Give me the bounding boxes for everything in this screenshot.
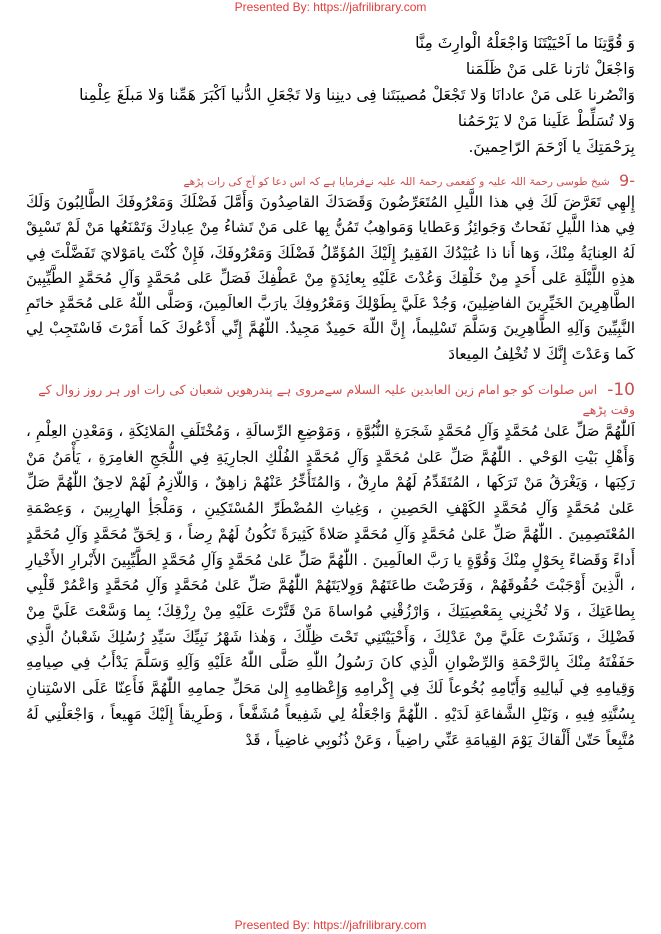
bottom-banner: Presented By: https://jafrilibrary.com — [234, 918, 427, 932]
section-10-text: اَللّٰهُمَّ صَلِّ عَلیٰ مُحَمَّدٍ وَآلِ مُحَمَّدٍ شَجَرَةِ النُّبُوَّةِ ، وَمَوْضِعِ الرِّسالَةِ ، وَمُخْتَلَفِ المَلائِكَةِ ، وَمَعْدِنِ العِلْمِ ، وَأَهْلِ بَيْتِ الوَحْي . اللّٰهُمَّ صَلِّ عَلیٰ مُحَمَّدٍ وَآلِ مُحَمَّدٍ الفُلْكِ الجارِيَةِ فِي اللُّجَجِ الغامِرَةِ ، يَأْمَنُ مَنْ رَكِبَها ، وَيَغْرَقُ مَنْ تَرَكَها ، المُتَقَدِّمُ لَهُمْ مارِقٌ ، وَالمُتَأَخِّرُ عَنْهُمْ زاهِقٌ ، وَاللّازِمُ لَهُمْ لاحِقٌ اللّٰهُمَّ صَلِّ عَلیٰ مُحَمَّدٍ وَآلِ مُحَمَّدٍ الكَهْفِ الحَصِينِ ، وَغِياثِ المُضْطَرِّ المُسْتَكِينِ ، وَمَلْجَأِ الهارِبِينَ ، وَعِصْمَةِ المُعْتَصِمِينَ . اللّٰهُمَّ صَلِّ عَلیٰ مُحَمَّدٍ وَآلِ مُحَمَّدٍ صَلاةً كَثِيرَةً تَكُونُ لَهُمْ رِضاً ، وَ لِحَقِّ مُحَمَّدٍ وَآلِ مُحَمَّدٍ أَداءً وَقَضاءً بِحَوْلٍ مِنْكَ وَقُوَّةٍ يا رَبَّ العالَمِينَ . اللّٰهُمَّ صَلِّ عَلیٰ مُحَمَّدٍ وَآلِ مُحَمَّدٍ الطَّيِّبِينَ الأَبْرارِ الأَخْيارِ ، الَّذِينَ أَوْجَبْتَ حُقُوقَهُمْ ، وَفَرَضْتَ طاعَتَهُمْ وَوِلايَتَهُمْ اللّٰهُمَّ صَلِّ عَلیٰ مُحَمَّدٍ وَآلِ مُحَمَّدٍ وَاعْمُرْ قَلْبِي بِطاعَتِكَ ، وَلا تُخْزِنِي بِمَعْصِيَتِكَ ، وَارْزُقْنِي مُواساةَ مَنْ قَتَّرْتَ عَلَيْهِ مِنْ رِزْقِكَ؛ بِما وَسَّعْتَ عَلَيَّ مِنْ فَضْلِكَ ، وَنَشَرْتَ عَلَيَّ مِنْ عَدْلِكَ ، وَأَحْيَيْتَنِي تَحْتَ ظِلِّكَ ، وَهٰذا شَهْرُ نَبِيِّكَ سَيِّدِ رُسُلِكَ شَعْبانُ الَّذِي حَفَفْتَهُ مِنْكَ بِالرَّحْمَةِ وَالرِّضْوانِ الَّذِي كانَ رَسُولُ اللّٰهِ صَلَّى اللّٰهُ عَلَيْهِ وَآلِهِ وَسَلَّمَ يَدْأَبُ فِي صِيامِهِ وَقِيامِهِ فِي لَيالِيهِ وَأَيّامِهِ بُخُوعاً لَكَ فِي إِكْرامِهِ وَإِعْظامِهِ إِلىٰ مَحَلِّ حِمامِهِ اللّٰهُمَّ فَأَعِنّا عَلَى الاسْتِنانِ بِسُنَّتِهِ فِيهِ ، وَنَيْلِ الشَّفاعَةِ لَدَيْهِ . اللّٰهُمَّ وَاجْعَلْهُ لِي شَفِيعاً مُشَفَّعاً ، وَطَرِيقاً إِلَيْكَ مَهِيعاً ، وَاجْعَلْنِي لَهُ مُتَّبِعاً حَتّىٰ أَلْقاكَ يَوْمَ القِيامَةِ عَنِّي راضِياً ، وَعَنْ ذُنُوبِي غاضِياً ، قَدْ — [26, 422, 635, 749]
intro-line: وَانْصُرنا عَلی مَنْ عادانَا وَلا تَجْعَلْ مُصيبَتَنا فِی دينِنا وَلا تَجْعَلِ الدُّنيا اَكْبَرَ هَمِّنا وَلا مَبلَغَ عِلْمِنا — [79, 86, 635, 104]
section-9-number: -9 — [619, 171, 635, 190]
section-10-heading — [26, 380, 635, 419]
page-content — [26, 30, 635, 753]
section-9-text: إِلهِي تَعَرَّضَ لَكَ فِي هذا اللَّيلِ المُتَعَرِّضُونَ وَقَصَدَكَ القاصِدُونَ وَأَمَّلَ فَضْلَكَ وَمَعْرُوفَكَ الطَّالِبُونَ وَلَكَ فِي هذا اللَّيلِ نَفَحاتٌ وَجَوائِزُ وَعَطايا وَمَواهِبُ تَمُنُّ بِها عَلى مَنْ تَشاءُ مِنْ عِبادِكَ وَتَمْنَعُها مَنْ لَمْ تَسْبِقْ لَهُ العِنايَةُ مِنْكَ، وَها أَنا ذا عُبَيْدُكَ الفَقِيرُ إِلَيْكَ المُؤَمِّلُ فَضْلَكَ وَمَعْرُوفَكَ، فَإِنْ كُنْتَ يامَوْلايَ تَفَضَّلْتَ فِي هذِهِ اللَّيْلَةِ عَلى أَحَدٍ مِنْ خَلْقِكَ وَعُدْتَ عَلَيْهِ بِعائِدَةٍ مِنْ عَطْفِكَ فَصَلِّ عَلى مُحَمَّدٍ وَآلِ مُحَمَّدٍ الطَّيِّبِينَ الطَّاهِرِينَ الخَيِّرِينَ الفاضِلِينَ، وَجُدْ عَلَيَّ بِطَوْلِكَ وَمَعْرُوفِكَ يارَبَّ العالَمِينَ، وَصَلَّى اللّهُ عَلى مُحَمَّدٍ خاتَمِ النَّبِيِّينَ وَآلِهِ الطَّاهِرِينَ وَسَلَّمَ تَسْلِيماً، إِنَّ اللّهَ حَمِيدٌ مَجِيدٌ. اللّهُمَّ إِنِّي أَدْعُوكَ كَما أَمَرْتَ فَاسْتَجِبْ لِي كَما وَعَدْتَ إِنَّكَ لا تُخْلِفُ المِيعادَ — [26, 193, 635, 363]
section-10-number: 10- — [607, 380, 635, 401]
section-9-heading — [26, 173, 635, 190]
intro-line: وَ قُوَّتِنَا ما اَحْيَيْتَنَا وَاجْعَلْهُ الْوارِثَ مِنَّا — [415, 34, 635, 52]
section-10-heading-text: اس صلوات کو جو امام زین العابدین علیہ السلام سےمروی ہے پندرھویں شعبان کی رات اور ہر روز زوال کے وقت پڑھے — [38, 382, 635, 418]
intro-line: وَلا تُسَلِّطْ عَلَينا مَنْ لا يَرْحَمُنا — [457, 112, 635, 130]
section-9-heading-text: شیخ طوسی رحمۃ اللہ علیہ و کفعمی رحمۃ اللہ علیہ نےفرمایا ہے کہ اس دعا کو آج کی رات پڑھے — [183, 176, 610, 188]
intro-line: بِرَحْمَتِكَ يا اَرْحَمَ الرّاحِمينَ. — [468, 138, 635, 156]
top-banner: Presented By: https://jafrilibrary.com — [234, 0, 427, 14]
intro-line: وَاجْعَلْ ثارَنا عَلی مَنْ ظَلَمَنا — [465, 60, 635, 78]
